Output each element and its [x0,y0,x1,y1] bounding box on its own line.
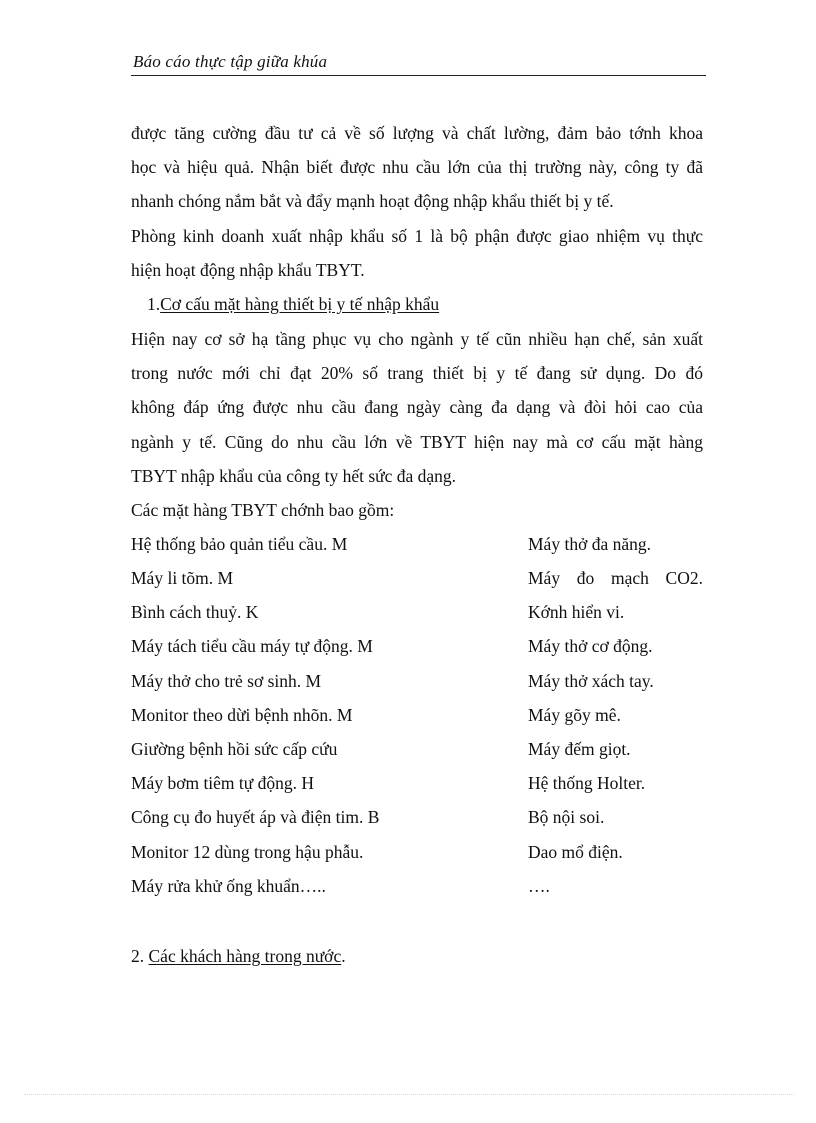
list-item-right: Hệ thống Holter. [528,773,646,793]
list-item-left: Hệ thống bảo quản tiểu cầu. M [131,534,348,554]
list-item-right: Máy gõy mê. [528,705,621,725]
section-1-number: 1. [147,294,161,314]
section-1-line-2: trong nước mới chỉ đạt 20% số trang thiết bị y tế đang sử dụng. Do đó [131,363,703,383]
section-2-title: Các khách hàng trong nước [148,946,342,966]
list-item-right: Máy đo mạch CO2. [528,568,703,588]
section-2-heading [131,944,346,968]
list-item-left: Máy bơm tiêm tự động. H [131,773,315,793]
list-item-left: Máy li tõm. M [131,568,234,588]
list-item-right: Máy thở đa năng. [528,534,651,554]
list-item-left: Monitor 12 dùng trong hậu phẫu. [131,842,364,862]
section-1-line-3: không đáp ứng được nhu cầu đang ngày càng đa dạng và đòi hỏi cao của [131,397,703,417]
list-item-right: Bộ nội soi. [528,807,605,827]
list-item-right: Dao mổ điện. [528,842,623,862]
list-item-left: Giường bệnh hồi sức cấp cứu [131,739,338,759]
section-2-suffix: . [341,946,346,966]
list-intro: Các mặt hàng TBYT chớnh bao gồm: [131,500,395,520]
list-item-right: …. [528,876,550,896]
list-item-left: Bình cách thuỷ. K [131,602,259,622]
intro-line-3: nhanh chóng nắm bắt và đẩy mạnh hoạt động nhập khẩu thiết bị y tế. [131,191,614,211]
intro-line-5: hiện hoạt động nhập khẩu TBYT. [131,260,365,280]
list-item-right: Máy đếm giọt. [528,739,631,759]
list-item-left: Máy tách tiểu cầu máy tự động. M [131,636,373,656]
list-item-left: Máy thở cho trẻ sơ sinh. M [131,671,322,691]
section-2-number: 2. [131,946,149,966]
list-item-right: Máy thở cơ động. [528,636,653,656]
intro-line-1: được tăng cường đầu tư cả về số lượng và chất lường, đảm bảo tớnh khoa [131,123,703,143]
page-bottom-divider [24,1094,794,1095]
intro-line-4: Phòng kinh doanh xuất nhập khẩu số 1 là bộ phận được giao nhiệm vụ thực [131,226,703,246]
section-1-line-1: Hiện nay cơ sở hạ tầng phục vụ cho ngành y tế cũn nhiều hạn chế, sản xuất [131,329,703,349]
running-header-title: Báo cáo thực tập giữa khúa [133,52,328,71]
intro-line-2: học và hiệu quả. Nhận biết được nhu cầu lớn của thị trường này, công ty đã [131,157,703,177]
list-item-left: Máy rửa khử ống khuẩn….. [131,876,326,896]
list-item-left: Công cụ đo huyết áp và điện tim. B [131,807,380,827]
section-1-heading [147,292,439,316]
list-item-right: Máy thở xách tay. [528,671,654,691]
section-1-line-5: TBYT nhập khẩu của công ty hết sức đa dạng. [131,466,457,486]
section-1-line-4: ngành y tế. Cũng do nhu cầu lớn về TBYT hiện nay mà cơ cấu mặt hàng [131,432,703,452]
list-item-left: Monitor theo dừi bệnh nhõn. M [131,705,353,725]
list-item-right: Kớnh hiển vi. [528,602,625,622]
header-rule [131,75,706,76]
section-1-title: Cơ cấu mặt hàng thiết bị y tế nhập khẩu [160,294,440,314]
